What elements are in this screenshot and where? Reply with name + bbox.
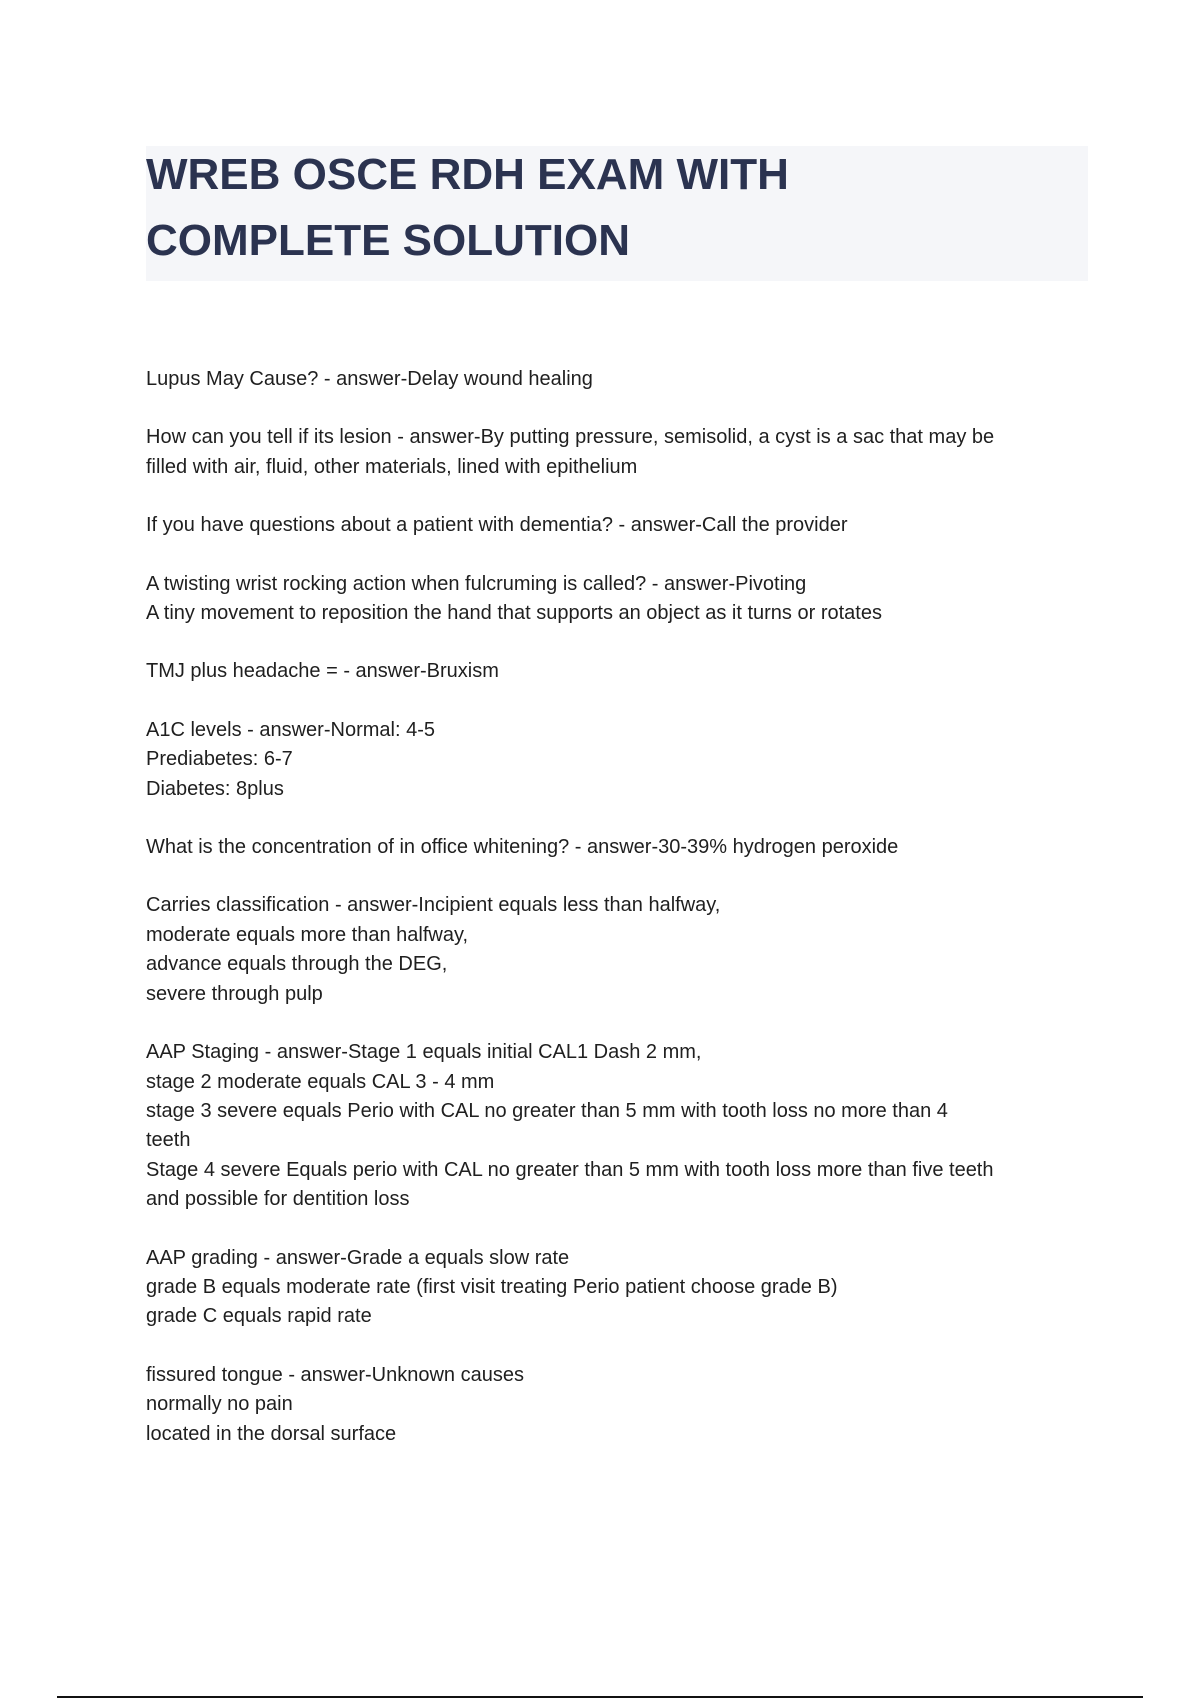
qa-line: A1C levels - answer-Normal: 4-5 xyxy=(146,718,435,741)
qa-entry-aap-grading xyxy=(146,1244,1096,1332)
qa-line: located in the dorsal surface xyxy=(146,1422,397,1445)
qa-list xyxy=(146,365,1096,1478)
document-title-line-2: COMPLETE SOLUTION xyxy=(146,216,630,265)
qa-line: Stage 4 severe Equals perio with CAL no greater than 5 mm with tooth loss more than five teeth xyxy=(146,1158,994,1181)
qa-line: If you have questions about a patient with dementia? - answer-Call the provider xyxy=(146,514,848,537)
qa-line: A twisting wrist rocking action when fulcruming is called? - answer-Pivoting xyxy=(146,572,807,595)
qa-line: How can you tell if its lesion - answer-By putting pressure, semisolid, a cyst is a sac that may be xyxy=(146,426,995,449)
qa-line: AAP grading - answer-Grade a equals slow rate xyxy=(146,1246,570,1269)
qa-line: TMJ plus headache = - answer-Bruxism xyxy=(146,660,499,683)
qa-entry-aap-staging xyxy=(146,1038,1096,1214)
qa-line: A tiny movement to reposition the hand that supports an object as it turns or rotates xyxy=(146,602,882,625)
qa-entry-fissured-tongue xyxy=(146,1361,1096,1449)
qa-entry-pivoting xyxy=(146,570,1096,629)
qa-line: and possible for dentition loss xyxy=(146,1188,410,1211)
qa-line: grade B equals moderate rate (first visit treating Perio patient choose grade B) xyxy=(146,1275,838,1298)
qa-line: moderate equals more than halfway, xyxy=(146,923,469,946)
qa-entry-carries xyxy=(146,891,1096,1009)
qa-entry-a1c xyxy=(146,716,1096,804)
qa-entry-lupus xyxy=(146,365,1096,394)
qa-line: teeth xyxy=(146,1129,191,1152)
qa-line: What is the concentration of in office whitening? - answer-30-39% hydrogen peroxide xyxy=(146,836,899,859)
qa-line: severe through pulp xyxy=(146,982,323,1005)
qa-line: Diabetes: 8plus xyxy=(146,777,284,800)
qa-line: stage 3 severe equals Perio with CAL no greater than 5 mm with tooth loss no more than 4 xyxy=(146,1099,948,1122)
document-title-line-1: WREB OSCE RDH EXAM WITH xyxy=(146,150,789,199)
qa-entry-tmj xyxy=(146,657,1096,686)
footer-divider xyxy=(57,1696,1143,1698)
qa-entry-dementia xyxy=(146,511,1096,540)
qa-line: Carries classification - answer-Incipient equals less than halfway, xyxy=(146,894,721,917)
qa-entry-lesion xyxy=(146,423,1096,482)
qa-line: stage 2 moderate equals CAL 3 - 4 mm xyxy=(146,1070,495,1093)
document-title-block xyxy=(146,146,1088,281)
qa-line: advance equals through the DEG, xyxy=(146,953,448,976)
qa-line: grade C equals rapid rate xyxy=(146,1305,372,1328)
qa-line: filled with air, fluid, other materials, lined with epithelium xyxy=(146,455,638,478)
qa-entry-whitening xyxy=(146,833,1096,862)
qa-line: fissured tongue - answer-Unknown causes xyxy=(146,1363,524,1386)
qa-line: normally no pain xyxy=(146,1393,293,1416)
qa-line: Prediabetes: 6-7 xyxy=(146,748,293,771)
qa-line: AAP Staging - answer-Stage 1 equals initial CAL1 Dash 2 mm, xyxy=(146,1041,702,1064)
qa-line: Lupus May Cause? - answer-Delay wound healing xyxy=(146,368,593,390)
